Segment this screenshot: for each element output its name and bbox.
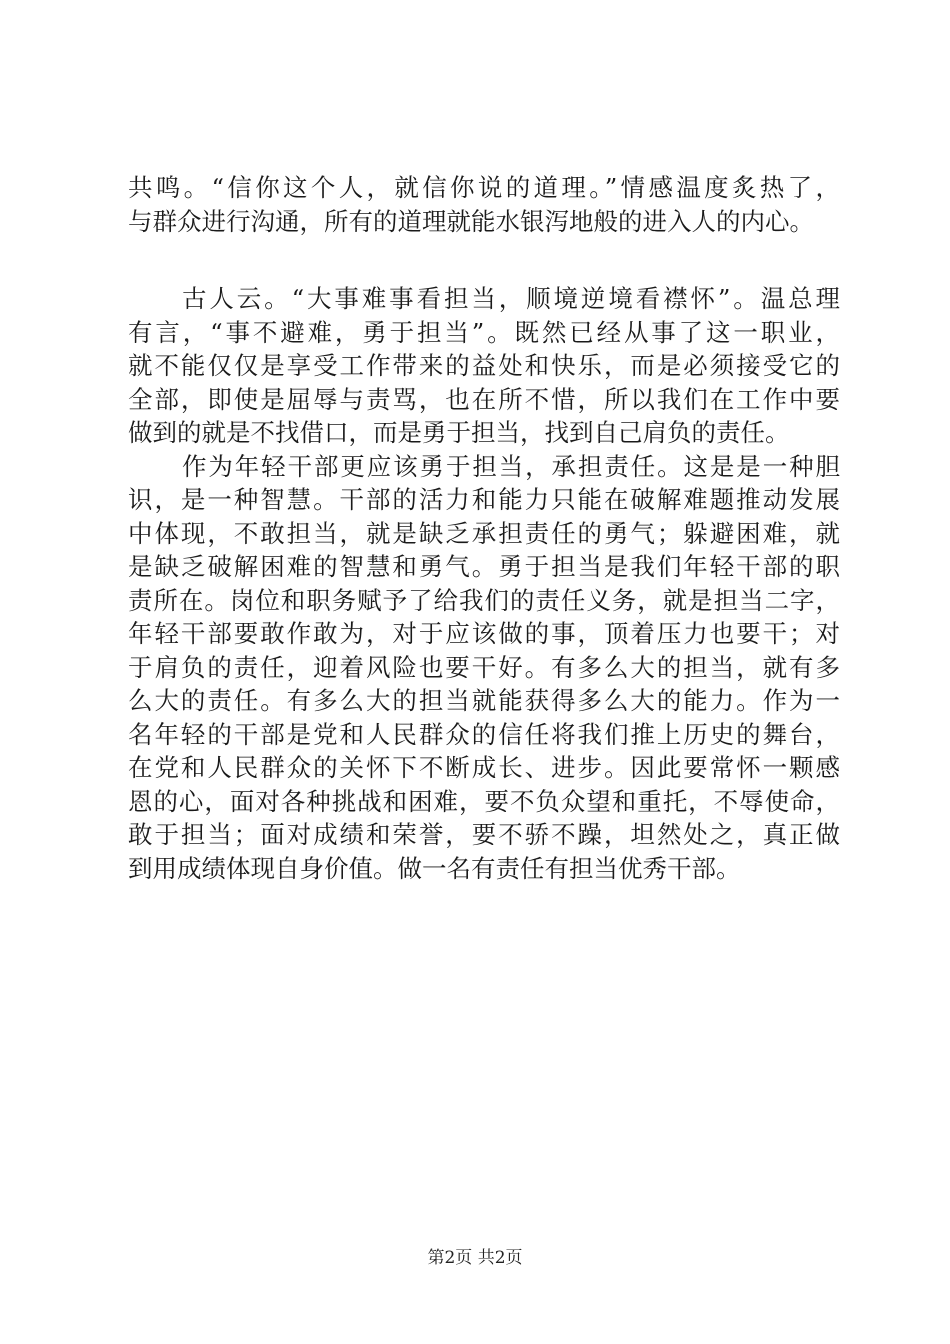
paragraph-line: 就不能仅仅是享受工作带来的益处和快乐，而是必须接受它的 bbox=[128, 351, 840, 380]
paragraph-line: 共鸣。“信你这个人，就信你说的道理。”情感温度炙热了， bbox=[128, 173, 840, 202]
paragraph-line: 做到的就是不找借口，而是勇于担当，找到自己肩负的责任。 bbox=[128, 418, 790, 447]
paragraph-line: 全部，即使是屈辱与责骂，也在所不惜，所以我们在工作中要 bbox=[128, 384, 840, 414]
paragraph-line: 是缺乏破解困难的智慧和勇气。勇于担当是我们年轻干部的职 bbox=[128, 552, 840, 581]
paragraph-line: 与群众进行沟通，所有的道理就能水银泻地般的进入人的内心。 bbox=[128, 206, 814, 236]
paragraph-line: 么大的责任。有多么大的担当就能获得多么大的能力。作为一 bbox=[128, 686, 840, 715]
document-body bbox=[128, 171, 840, 885]
paragraph-line: 在党和人民群众的关怀下不断成长、进步。因此要常怀一颗感 bbox=[128, 753, 840, 782]
paragraph-line: 作为年轻干部更应该勇于担当，承担责任。这是是一种胆 bbox=[182, 451, 840, 481]
paragraph-line: 恩的心，面对各种挑战和困难，要不负众望和重托，不辱使命， bbox=[128, 786, 840, 816]
paragraph-line: 年轻干部要敢作敢为，对于应该做的事，顶着压力也要干；对 bbox=[128, 619, 840, 648]
paragraph-line: 于肩负的责任，迎着风险也要干好。有多么大的担当，就有多 bbox=[128, 652, 840, 682]
paragraph-spacer bbox=[128, 238, 840, 282]
paragraph-line: 名年轻的干部是党和人民群众的信任将我们推上历史的舞台， bbox=[128, 719, 840, 749]
paragraph-line: 古人云。“大事难事看担当，顺境逆境看襟怀”。温总理 bbox=[182, 284, 840, 313]
paragraph-line: 中体现，不敢担当，就是缺乏承担责任的勇气；躲避困难，就 bbox=[128, 518, 840, 548]
paragraph-line: 责所在。岗位和职务赋予了给我们的责任义务，就是担当二字， bbox=[128, 585, 840, 615]
paragraph-line: 识，是一种智慧。干部的活力和能力只能在破解难题推动发展 bbox=[128, 485, 840, 514]
paragraph-line: 有言，“事不避难，勇于担当”。既然已经从事了这一职业， bbox=[128, 317, 840, 347]
paragraph-line: 到用成绩体现自身价值。做一名有责任有担当优秀干部。 bbox=[128, 853, 741, 883]
page-footer: 第2页 共2页 bbox=[427, 1248, 523, 1268]
paragraph-line: 敢于担当；面对成绩和荣誉，要不骄不躁，坦然处之，真正做 bbox=[128, 820, 840, 849]
